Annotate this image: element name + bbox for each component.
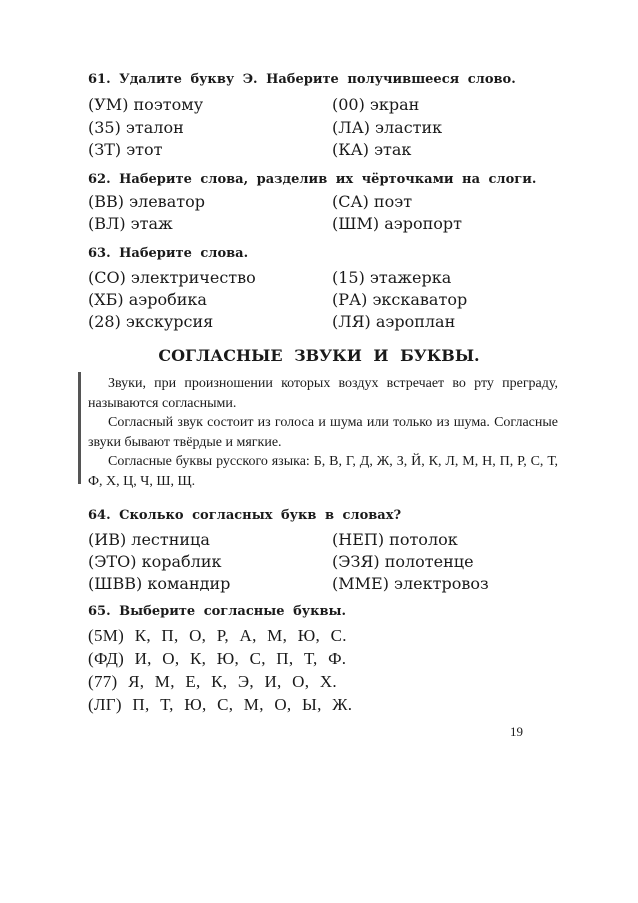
rule-paragraph: Согласные буквы русского языка: Б, В, Г, Д, Ж, З, Й, К, Л, М, Н, П, Р, С, Т, Ф, Х, Ц, Ч, Ш, Щ. (88, 454, 558, 489)
task-64-item: (ЭЗЯ) полотенце (332, 552, 474, 571)
task-62-item: (СА) поэт (332, 192, 413, 211)
task-61-item: (35) эталон (88, 118, 184, 137)
rule-paragraph: Согласный звук состоит из голоса и шума или только из шума. Согласные звуки бывают твёрдые и мягкие. (88, 415, 558, 450)
task-65-heading: 65. Выберите согласные буквы. (88, 604, 347, 619)
task-65-line: (5М) К, П, О, Р, А, М, Ю, С. (88, 626, 347, 645)
task-64-item: (НЕП) потолок (332, 530, 458, 549)
task-64-item: (ММЕ) электровоз (332, 574, 489, 593)
task-61-item: (00) экран (332, 95, 420, 114)
task-63-item: (ХБ) аэробика (88, 290, 207, 309)
task-61-heading: 61. Удалите букву Э. Наберите получившееся слово. (88, 72, 516, 87)
task-63-heading: 63. Наберите слова. (88, 246, 249, 261)
task-64-item: (ШВВ) командир (88, 574, 231, 593)
task-65-line: (ЛГ) П, Т, Ю, С, М, О, Ы, Ж. (88, 695, 353, 714)
section-title: СОГЛАСНЫЕ ЗВУКИ И БУКВЫ. (158, 346, 480, 365)
task-65-line: (77) Я, М, Е, К, Э, И, О, Х. (88, 672, 337, 691)
task-62-item: (ВВ) элеватор (88, 192, 205, 211)
task-63-item: (28) экскурсия (88, 312, 214, 331)
task-64-item: (ИВ) лестница (88, 530, 210, 549)
rule-text (88, 374, 558, 491)
task-61-item: (ЛА) эластик (332, 118, 443, 137)
task-65-line: (ФД) И, О, К, Ю, С, П, Т, Ф. (88, 649, 347, 668)
task-63-item: (ЛЯ) аэроплан (332, 312, 456, 331)
task-64-item: (ЭТО) кораблик (88, 552, 222, 571)
task-61-item: (КА) этак (332, 140, 412, 159)
page-number: 19 (510, 724, 523, 739)
task-61-item: (УМ) поэтому (88, 95, 204, 114)
task-63-item: (15) этажерка (332, 268, 452, 287)
task-62-item: (ШМ) аэропорт (332, 214, 462, 233)
task-62-heading: 62. Наберите слова, разделив их чёрточками на слоги. (88, 172, 537, 187)
task-61-item: (ЗТ) этот (88, 140, 163, 159)
task-64-heading: 64. Сколько согласных букв в словах? (88, 508, 402, 523)
task-63-item: (СО) электричество (88, 268, 256, 287)
task-62-item: (ВЛ) этаж (88, 214, 173, 233)
task-63-item: (РА) экскаватор (332, 290, 468, 309)
rule-paragraph: Звуки, при произношении которых воздух встречает во рту преграду, называются согласными. (88, 376, 558, 411)
